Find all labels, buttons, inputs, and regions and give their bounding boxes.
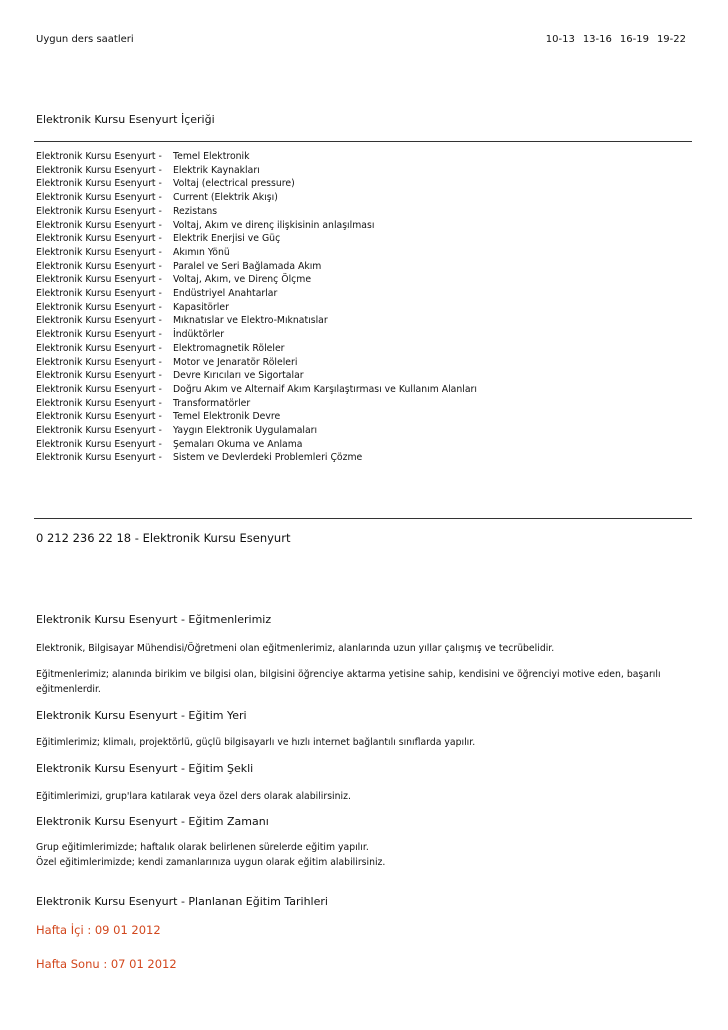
syllabus-row-prefix: Elektronik Kursu Esenyurt - [36, 329, 162, 341]
syllabus-row-prefix: Elektronik Kursu Esenyurt - [36, 151, 162, 162]
syllabus-row [36, 150, 477, 164]
syllabus-row-topic: Yaygın Elektronik Uygulamaları [173, 425, 318, 437]
syllabus-row-topic: Paralel ve Seri Bağlamada Akım [173, 260, 322, 272]
content-title: Elektronik Kursu Esenyurt İçeriği [36, 113, 215, 126]
syllabus-row-topic: Elektromagnetik Röleler [173, 342, 285, 354]
syllabus-row [36, 451, 477, 465]
syllabus-row-prefix: Elektronik Kursu Esenyurt - [36, 205, 162, 217]
syllabus-row-topic: Sistem ve Devlerdeki Problemleri Çözme [173, 452, 363, 464]
syllabus-row [36, 301, 477, 315]
syllabus-row-prefix: Elektronik Kursu Esenyurt - [36, 301, 162, 313]
syllabus-list [36, 150, 477, 465]
syllabus-row-prefix: Elektronik Kursu Esenyurt - [36, 356, 162, 368]
syllabus-row [36, 438, 477, 452]
syllabus-row [36, 273, 477, 287]
syllabus-row-prefix: Elektronik Kursu Esenyurt - [36, 274, 162, 286]
syllabus-row [36, 164, 477, 178]
syllabus-row [36, 191, 477, 205]
hour-slot: 13-16 [582, 34, 612, 45]
syllabus-row [36, 260, 477, 274]
phone-line: 0 212 236 22 18 - Elektronik Kursu Esenyurt [36, 531, 291, 545]
syllabus-row-topic: Doğru Akım ve Alternaif Akım Karşılaştırması ve Kullanım Alanları [173, 383, 477, 395]
divider [34, 518, 692, 519]
syllabus-row [36, 410, 477, 424]
syllabus-row-prefix: Elektronik Kursu Esenyurt - [36, 192, 162, 204]
syllabus-row-prefix: Elektronik Kursu Esenyurt - [36, 383, 162, 395]
syllabus-row-topic: Elektrik Enerjisi ve Güç [173, 233, 281, 245]
syllabus-row [36, 369, 477, 383]
syllabus-row-topic: Kapasitörler [173, 301, 229, 313]
available-hours-label: Uygun ders saatleri [36, 34, 134, 45]
divider [34, 141, 692, 142]
form-text: Eğitimlerimizi, grup'lara katılarak veya özel ders olarak alabilirsiniz. [36, 791, 351, 802]
hour-slot: 16-19 [619, 34, 649, 45]
syllabus-row-prefix: Elektronik Kursu Esenyurt - [36, 397, 162, 409]
syllabus-row-topic: Voltaj, Akım, ve Direnç Ölçme [173, 274, 312, 286]
place-text: Eğitimlerimiz; klimalı, projektörlü, güçlü bilgisayarlı ve hızlı internet bağlantılı sınıflarda yapılır. [36, 737, 476, 748]
syllabus-row-topic: Devre Kırıcıları ve Sigortalar [173, 370, 304, 382]
syllabus-row [36, 287, 477, 301]
teachers-title: Elektronik Kursu Esenyurt - Eğitmenlerimiz [36, 613, 272, 626]
syllabus-row [36, 219, 477, 233]
weekday-date: Hafta İçi : 09 01 2012 [36, 923, 161, 937]
form-title: Elektronik Kursu Esenyurt - Eğitim Şekli [36, 762, 254, 775]
syllabus-row-topic: Temel Elektronik Devre [173, 411, 281, 423]
time-title: Elektronik Kursu Esenyurt - Eğitim Zamanı [36, 815, 269, 828]
syllabus-row-prefix: Elektronik Kursu Esenyurt - [36, 342, 162, 354]
syllabus-row-prefix: Elektronik Kursu Esenyurt - [36, 370, 162, 382]
syllabus-row-topic: Endüstriyel Anahtarlar [173, 288, 278, 300]
syllabus-row-prefix: Elektronik Kursu Esenyurt - [36, 438, 162, 450]
syllabus-row-prefix: Elektronik Kursu Esenyurt - [36, 425, 162, 437]
syllabus-row-prefix: Elektronik Kursu Esenyurt - [36, 178, 162, 190]
syllabus-row [36, 314, 477, 328]
syllabus-row-topic: Elektrik Kaynakları [173, 164, 260, 176]
syllabus-row-topic: Akımın Yönü [173, 246, 230, 258]
hour-slots [546, 34, 686, 45]
teachers-text-2 [36, 667, 686, 697]
syllabus-row-topic: Rezistans [173, 205, 218, 217]
syllabus-row-prefix: Elektronik Kursu Esenyurt - [36, 233, 162, 245]
syllabus-row-prefix: Elektronik Kursu Esenyurt - [36, 452, 162, 464]
time-text-line-1: Grup eğitimlerimizde; haftalık olarak belirlenen sürelerde eğitim yapılır. [36, 842, 369, 853]
syllabus-row-topic: Temel Elektronik [173, 151, 250, 162]
syllabus-row-topic: Mıknatıslar ve Elektro-Mıknatıslar [173, 315, 328, 327]
syllabus-row [36, 328, 477, 342]
syllabus-row [36, 205, 477, 219]
syllabus-row [36, 232, 477, 246]
syllabus-row-prefix: Elektronik Kursu Esenyurt - [36, 219, 162, 231]
syllabus-row-topic: Voltaj, Akım ve direnç ilişkisinin anlaşılması [173, 219, 375, 231]
syllabus-row-prefix: Elektronik Kursu Esenyurt - [36, 288, 162, 300]
teachers-text-2-line-2: eğitmenlerdir. [36, 684, 101, 695]
teachers-text-1: Elektronik, Bilgisayar Mühendisi/Öğretmeni olan eğitmenlerimiz, alanlarında uzun yıllar çalışmış ve tecrübelidir. [36, 643, 555, 654]
syllabus-row-prefix: Elektronik Kursu Esenyurt - [36, 260, 162, 272]
syllabus-row-topic: Motor ve Jenaratör Röleleri [173, 356, 298, 368]
syllabus-row-topic: Current (Elektrik Akışı) [173, 192, 278, 204]
syllabus-row-topic: Şemaları Okuma ve Anlama [173, 438, 303, 450]
syllabus-row [36, 383, 477, 397]
syllabus-row [36, 397, 477, 411]
syllabus-row [36, 424, 477, 438]
dates-title: Elektronik Kursu Esenyurt - Planlanan Eğitim Tarihleri [36, 895, 328, 908]
hour-slot: 19-22 [656, 34, 686, 45]
time-text [36, 840, 686, 870]
syllabus-row-prefix: Elektronik Kursu Esenyurt - [36, 315, 162, 327]
syllabus-row [36, 246, 477, 260]
syllabus-row [36, 177, 477, 191]
hour-slot: 10-13 [545, 34, 575, 45]
time-text-line-2: Özel eğitimlerimizde; kendi zamanlarınıza uygun olarak eğitim alabilirsiniz. [36, 857, 386, 868]
syllabus-row-topic: Voltaj (electrical pressure) [173, 178, 295, 190]
teachers-text-2-line-1: Eğitmenlerimiz; alanında birikim ve bilgisi olan, bilgisini öğrenciye aktarma yetisine sahip, kendisini ve öğrenciyi motive eden, başarılı [36, 669, 661, 680]
syllabus-row-prefix: Elektronik Kursu Esenyurt - [36, 246, 162, 258]
syllabus-row-prefix: Elektronik Kursu Esenyurt - [36, 411, 162, 423]
syllabus-row-topic: Transformatörler [173, 397, 251, 409]
syllabus-row [36, 342, 477, 356]
weekend-date: Hafta Sonu : 07 01 2012 [36, 957, 177, 971]
syllabus-row [36, 356, 477, 370]
syllabus-row-prefix: Elektronik Kursu Esenyurt - [36, 164, 162, 176]
syllabus-row-topic: İndüktörler [173, 329, 225, 341]
place-title: Elektronik Kursu Esenyurt - Eğitim Yeri [36, 709, 247, 722]
